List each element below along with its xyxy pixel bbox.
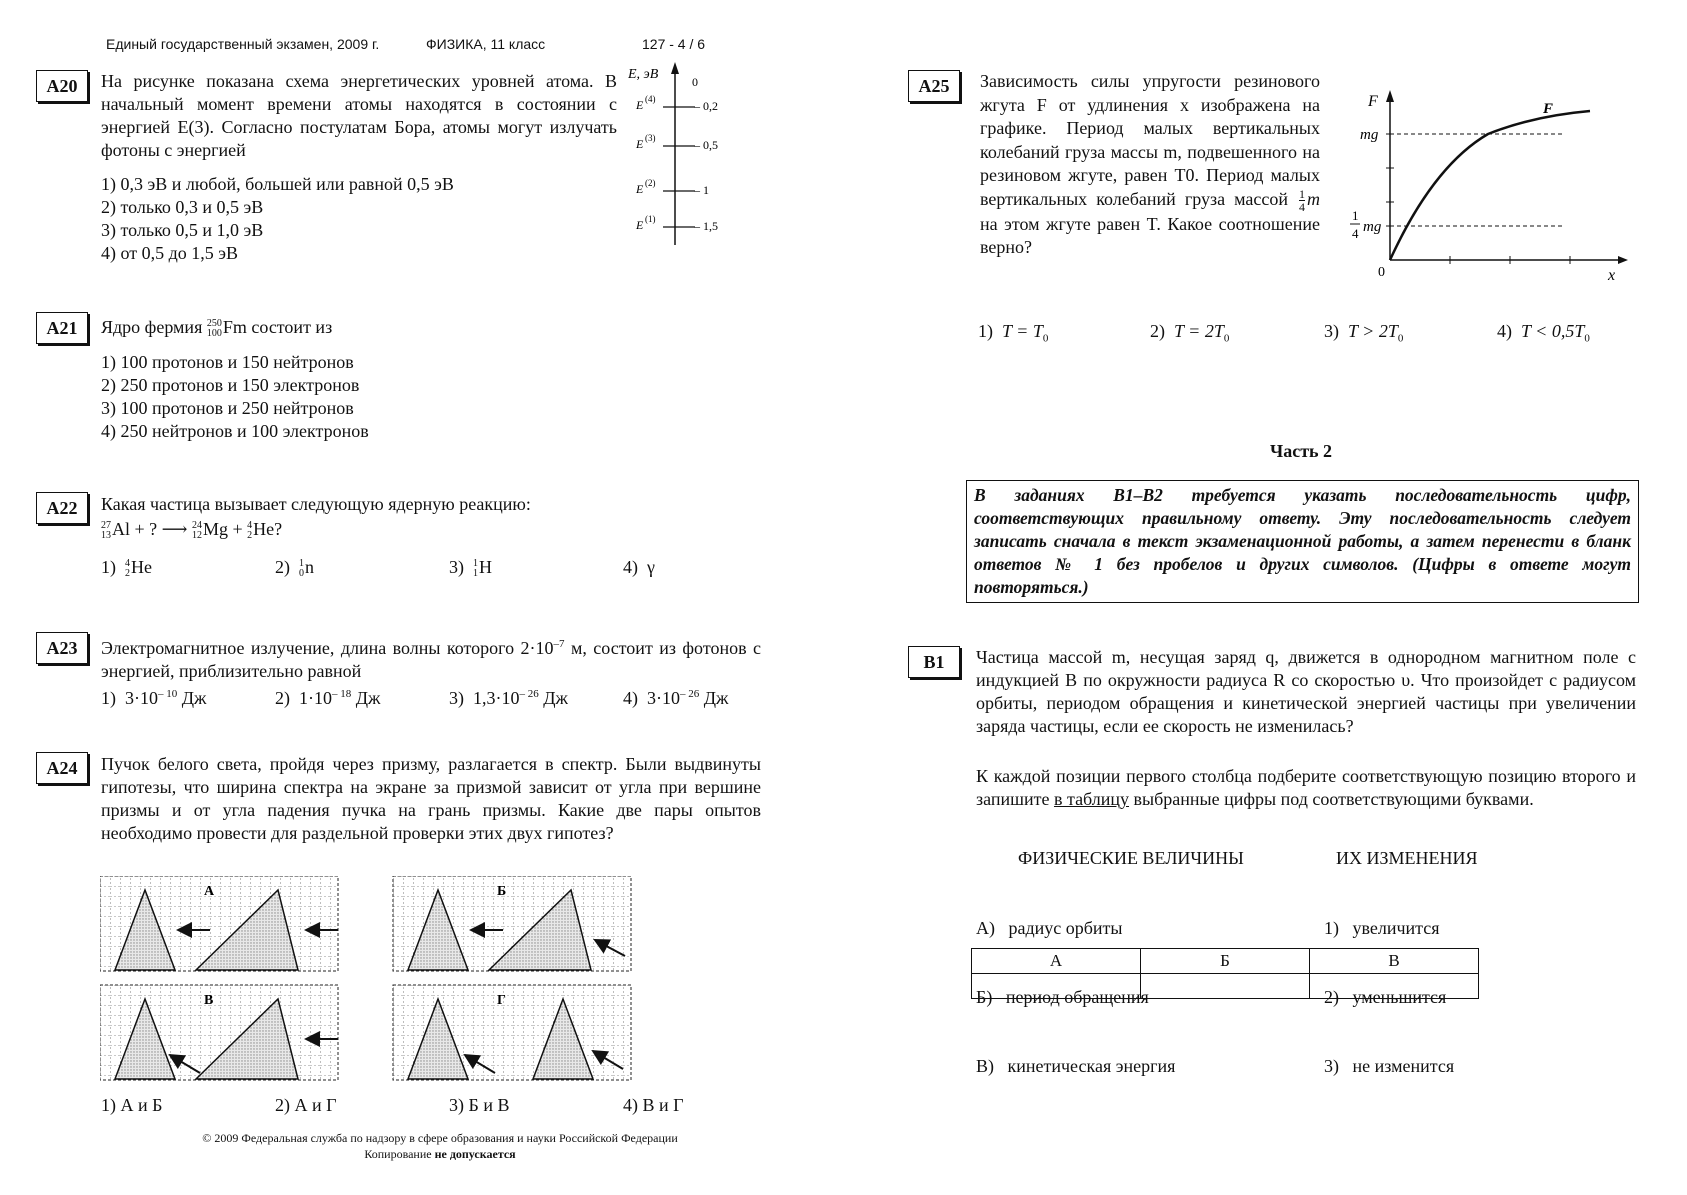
a21-question: Ядро фермия 250 100 Fm состоит из bbox=[101, 317, 333, 339]
a22-option-3[interactable]: 3) 1 1 H bbox=[449, 557, 492, 579]
a25-question: Зависимость силы упругости резинового жгута F от удлинения x изображена на графике. Период малых вертикальных колебаний груза массы m, подвешенного на резиновом жгуте, равен T0. Период малых вертикальных колебаний груза массой $\frac{1}{4}$ m на этом жгуте равен T. Какое соотношение верно? bbox=[980, 71, 1320, 258]
a24-option-3[interactable]: 3) Б и В bbox=[449, 1095, 510, 1115]
table-link[interactable]: в таблицу bbox=[1053, 789, 1130, 809]
a21-option-4[interactable]: 4) 250 нейтронов и 100 электронов bbox=[101, 421, 369, 441]
quantity-v: В) кинетическая энергия bbox=[976, 1056, 1176, 1076]
task-label-a23: A23 bbox=[36, 632, 88, 664]
svg-text:E: E bbox=[636, 182, 644, 196]
a22-reaction: 27 13 Al + ? ⟶ 24 12 Mg + 4 2 He? bbox=[101, 519, 283, 541]
energy-axis-label: E, эВ bbox=[628, 67, 659, 82]
fermium-nuclide: 250 100 bbox=[206, 317, 222, 339]
change-2: 2) уменьшится bbox=[1324, 987, 1447, 1007]
footer-copy-notice: Копирование не допускается bbox=[364, 1147, 516, 1161]
svg-text:(1): (1) bbox=[645, 214, 656, 224]
b1-question: Частица массой m, несущая заряд q, движется в однородном магнитном поле с индукцией B по окружности радиуса R со скоростью υ. Что произойдет с радиусом орбиты, периодом обращения и кинетической энергией частицы при увеличении заряда частицы, если ее скорость не изменилась? bbox=[976, 647, 1636, 736]
answer-cell-a[interactable] bbox=[972, 974, 1141, 999]
task-label-b1: B1 bbox=[908, 646, 960, 678]
a21-options bbox=[101, 351, 369, 443]
a25-option-1[interactable]: 1) $T = T_0$ bbox=[978, 321, 1049, 345]
change-1: 1) увеличится bbox=[1324, 918, 1440, 938]
mg-label: mg bbox=[1360, 127, 1379, 143]
page-footer bbox=[0, 1130, 880, 1162]
col1-heading: ФИЗИЧЕСКИЕ ВЕЛИЧИНЫ bbox=[1018, 848, 1244, 868]
a20-option-4[interactable]: 4) от 0,5 до 1,5 эВ bbox=[101, 243, 239, 263]
part2-instruction: В заданиях В1–В2 требуется указать последовательность цифр, соответствующих правильному ответу. Эту последовательность следует записать сначала в текст экзаменационной работы, а затем перенести в бланк ответов № 1 без пробелов и других символов. (Цифры в ответе могут повторяться.) bbox=[966, 480, 1639, 603]
svg-text:E: E bbox=[636, 137, 644, 151]
a21-option-2[interactable]: 2) 250 протонов и 150 электронов bbox=[101, 375, 360, 395]
a23-option-2[interactable]: 2) $1\cdot 10^{- 18}$ Дж bbox=[275, 688, 381, 708]
quantity-a: А) радиус орбиты bbox=[976, 918, 1123, 938]
svg-text:– 0,5: – 0,5 bbox=[694, 138, 718, 152]
col2-heading: ИХ ИЗМЕНЕНИЯ bbox=[1336, 848, 1478, 868]
answer-header-b: Б bbox=[1141, 949, 1310, 974]
panel-a bbox=[100, 876, 338, 971]
a20-option-2[interactable]: 2) только 0,3 и 0,5 эВ bbox=[101, 197, 264, 217]
task-label-a25: A25 bbox=[908, 70, 960, 102]
quarter-mg-label: mg bbox=[1363, 219, 1382, 235]
graph-x-label: x bbox=[1608, 267, 1616, 284]
a22-option-1[interactable]: 1) 4 2 He bbox=[101, 557, 152, 579]
b1-instruction: К каждой позиции первого столбца подберите соответствующую позицию второго и запишите в таблицу выбранные цифры под соответствующими буквами. bbox=[976, 766, 1636, 809]
a23-question: Электромагнитное излучение, длина волны которого $2\cdot 10^{-7}$ м, состоит из фотонов с энергией, приблизительно равной bbox=[101, 638, 761, 681]
a20-question bbox=[101, 70, 617, 162]
curve-label: F bbox=[1543, 101, 1554, 117]
svg-text:(4): (4) bbox=[645, 94, 656, 104]
footer-copyright: © 2009 Федеральная служба по надзору в сфере образования и науки Российской Федерации bbox=[202, 1131, 678, 1145]
panel-g bbox=[393, 985, 631, 1080]
a25-option-2[interactable]: 2) $T = 2T_0$ bbox=[1150, 321, 1230, 345]
a22-question: Какая частица вызывает следующую ядерную реакцию: bbox=[101, 494, 531, 514]
answer-header-v: В bbox=[1310, 949, 1479, 974]
energy-level-3 bbox=[635, 133, 718, 152]
energy-level-1 bbox=[635, 214, 718, 233]
change-3: 3) не изменится bbox=[1324, 1056, 1455, 1076]
a20-options bbox=[101, 173, 454, 265]
task-label-a21: A21 bbox=[36, 312, 88, 344]
a25-option-3[interactable]: 3) $T > 2T_0$ bbox=[1324, 321, 1404, 345]
answer-header-a: А bbox=[972, 949, 1141, 974]
task-label-a24: A24 bbox=[36, 752, 88, 784]
a23-option-4[interactable]: 4) $3\cdot 10^{- 26}$ Дж bbox=[623, 688, 729, 708]
answer-cell-b[interactable] bbox=[1141, 974, 1310, 999]
a24-option-2[interactable]: 2) А и Г bbox=[275, 1095, 337, 1115]
a20-option-1[interactable]: 1) 0,3 эВ и любой, большей или равной 0,5 эВ bbox=[101, 174, 454, 194]
a24-option-1[interactable]: 1) А и Б bbox=[101, 1095, 163, 1115]
energy-level-2 bbox=[635, 178, 709, 197]
panel-label-a: А bbox=[204, 884, 215, 899]
quarter-num: 1 bbox=[1352, 208, 1359, 223]
panel-label-b: Б bbox=[497, 884, 507, 899]
graph-y-label: F bbox=[1368, 93, 1378, 110]
svg-text:E: E bbox=[636, 98, 644, 112]
panel-v bbox=[100, 985, 338, 1080]
svg-text:(2): (2) bbox=[645, 178, 656, 188]
a22-option-4[interactable]: 4) γ bbox=[623, 557, 655, 577]
svg-text:– 1: – 1 bbox=[694, 183, 709, 197]
task-label-a20: A20 bbox=[36, 70, 88, 102]
quarter-den: 4 bbox=[1352, 226, 1359, 241]
a21-option-3[interactable]: 3) 100 протонов и 250 нейтронов bbox=[101, 398, 354, 418]
part2-title: Часть 2 bbox=[1270, 441, 1333, 461]
a23-option-1[interactable]: 1) $3\cdot 10^{- 10}$ Дж bbox=[101, 688, 207, 708]
quarter-fraction: $\frac{1}{4}$ bbox=[1299, 186, 1305, 214]
energy-level-4 bbox=[635, 94, 718, 113]
graph-origin: 0 bbox=[1378, 265, 1385, 280]
panel-label-v: В bbox=[204, 993, 214, 1008]
svg-text:(3): (3) bbox=[645, 133, 656, 143]
a22-option-2[interactable]: 2) 1 0 n bbox=[275, 557, 314, 579]
a24-option-4[interactable]: 4) В и Г bbox=[623, 1095, 684, 1115]
force-extension-graph bbox=[1338, 86, 1628, 286]
svg-text:E: E bbox=[636, 218, 644, 232]
a20-option-3[interactable]: 3) только 0,5 и 1,0 эВ bbox=[101, 220, 264, 240]
panel-b bbox=[393, 876, 631, 971]
energy-level-diagram bbox=[628, 60, 738, 250]
svg-text:– 1,5: – 1,5 bbox=[694, 219, 718, 233]
header-subject: ФИЗИКА, 11 класс bbox=[426, 36, 546, 52]
panel-label-g: Г bbox=[497, 993, 506, 1008]
b1-answer-table bbox=[971, 948, 1479, 999]
quantity-b: Б) период обращения bbox=[976, 987, 1149, 1007]
force-curve bbox=[1390, 111, 1590, 260]
prism-figures bbox=[100, 876, 640, 1082]
energy-zero-label: 0 bbox=[692, 75, 698, 89]
header-page: 127 - 4 / 6 bbox=[642, 36, 706, 52]
svg-text:– 0,2: – 0,2 bbox=[694, 99, 718, 113]
task-label-a22: A22 bbox=[36, 492, 88, 524]
a23-option-3[interactable]: 3) $1,3\cdot 10^{- 26}$ Дж bbox=[449, 688, 568, 708]
answer-cell-v[interactable] bbox=[1310, 974, 1479, 999]
header-exam: Единый государственный экзамен, 2009 г. bbox=[106, 36, 380, 52]
a24-question: Пучок белого света, пройдя через призму, разлагается в спектр. Были выдвинуты гипотезы, что ширина спектра на экране за призмой зависит от угла при вершине призмы и от угла падения пучка на грань призмы. Какие две пары опытов необходимо провести для раздельной проверки этих двух гипотез? bbox=[101, 754, 761, 843]
a25-option-4[interactable]: 4) $T < 0,5T_0$ bbox=[1497, 321, 1590, 345]
a20-text: На рисунке показана схема энергетических уровней атома. В начальный момент времени атомы находятся в состоянии с энергией E(3). Согласно постулатам Бора, атомы могут излучать фотоны с энергией bbox=[101, 71, 617, 160]
a21-option-1[interactable]: 1) 100 протонов и 150 нейтронов bbox=[101, 352, 354, 372]
